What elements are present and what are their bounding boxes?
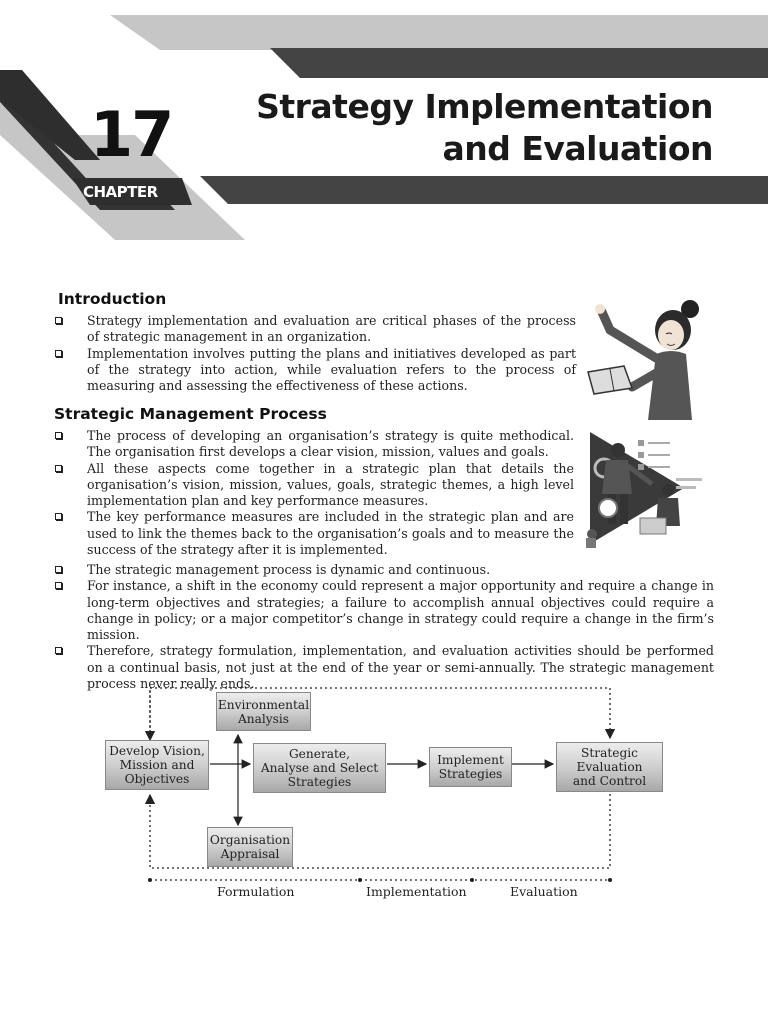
implement-strategies-box: Implement Strategies	[429, 747, 512, 787]
generate-strategies-box: Generate, Analyse and Select Strategies	[253, 743, 386, 793]
strategic-evaluation-box: Strategic Evaluation and Control	[556, 742, 663, 792]
bullet-box-icon	[55, 432, 62, 439]
introduction-list	[54, 313, 576, 394]
chapter-label: CHAPTER	[83, 183, 158, 201]
phase-implementation: Implementation	[366, 884, 467, 899]
business-team-illustration	[580, 428, 712, 548]
bullet-box-icon	[55, 513, 62, 520]
phase-evaluation: Evaluation	[510, 884, 578, 899]
list-item: Strategy implementation and evaluation are critical phases of the process of strategic management in an organization.	[54, 313, 576, 346]
title-line-1: Strategy Implementation	[256, 87, 713, 126]
process-list-lower	[54, 562, 714, 692]
list-item: Therefore, strategy formulation, implementation, and evaluation activities should be performed on a continual basis, not just at the end of the year or semi-annually. The strategic management process never really ends.	[54, 643, 714, 692]
process-list-upper	[54, 428, 574, 558]
bullet-box-icon	[55, 582, 62, 589]
list-item: The process of developing an organisation’s strategy is quite methodical. The organisation first develops a clear vision, mission, values and goals.	[54, 428, 574, 461]
bullet-box-icon	[55, 350, 62, 357]
phase-formulation: Formulation	[217, 884, 295, 899]
organisation-appraisal-box: Organisation Appraisal	[207, 827, 293, 867]
bullet-box-icon	[55, 465, 62, 472]
list-item: For instance, a shift in the economy could represent a major opportunity and require a change in long-term objectives and strategies; a failure to accomplish annual objectives could require a change in policy; or a major competitor’s change in strategy could require a change in the firm’s mission.	[54, 578, 714, 643]
list-item: All these aspects come together in a strategic plan that details the organisation’s vision, mission, values, goals, strategic themes, a high level implementation plan and key performance measures.	[54, 461, 574, 510]
list-item: The key performance measures are included in the strategic plan and are used to link the themes back to the organisation’s goals and to measure the success of the strategy after it is implemented.	[54, 509, 574, 558]
introduction-heading: Introduction	[58, 290, 167, 308]
chapter-number: 17	[90, 98, 173, 171]
page-title	[256, 86, 713, 170]
list-item: Implementation involves putting the plans and initiatives developed as part of the strategy into action, while evaluation refers to the process of measuring and assessing the effectiveness of these actions.	[54, 346, 576, 395]
process-heading: Strategic Management Process	[54, 405, 327, 423]
woman-presenter-illustration	[580, 292, 712, 424]
develop-vision-box: Develop Vision, Mission and Objectives	[105, 740, 209, 790]
environmental-analysis-box: Environmental Analysis	[216, 692, 311, 731]
bullet-box-icon	[55, 647, 62, 654]
title-line-2: and Evaluation	[442, 129, 713, 168]
list-item: The strategic management process is dynamic and continuous.	[54, 562, 714, 578]
bullet-box-icon	[55, 566, 62, 573]
bullet-box-icon	[55, 317, 62, 324]
